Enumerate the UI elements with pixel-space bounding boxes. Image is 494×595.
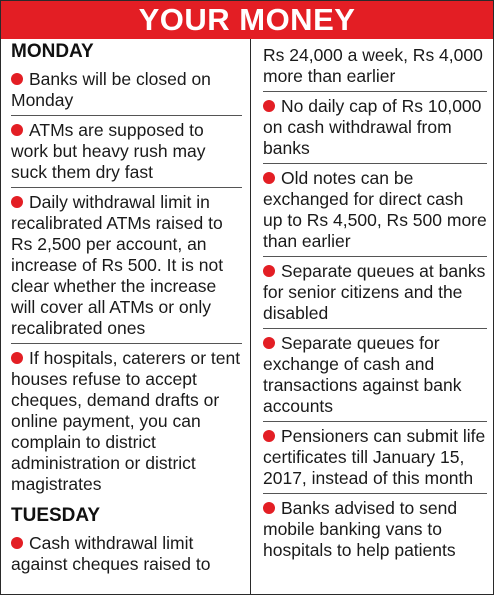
bullet-dot-icon [11, 73, 23, 85]
left-column [1, 39, 250, 594]
item-text: Banks advised to send mobile banking vans to hospitals to help patients [263, 498, 458, 560]
item-text: Rs 24,000 a week, Rs 4,000 more than earlier [263, 45, 483, 86]
item-text: Daily withdrawal limit in recalibrated ATMs raised to Rs 2,500 per account, an increase of Rs 500. It is not clear whether the increase will cover all ATMs or only recalibrated ones [11, 192, 224, 338]
bullet-dot-icon [263, 100, 275, 112]
list-item [263, 257, 487, 329]
item-text: No daily cap of Rs 10,000 on cash withdrawal from banks [263, 96, 482, 158]
item-text: If hospitals, caterers or tent houses refuse to accept cheques, demand drafts or online payment, you can complain to district administration or district magistrates [11, 348, 241, 494]
monday-heading: MONDAY [11, 41, 94, 62]
list-item [11, 65, 242, 116]
list-item [11, 188, 242, 344]
continued-item [263, 39, 487, 92]
item-text: Old notes can be exchanged for direct cash up to Rs 4,500, Rs 500 more than earlier [263, 168, 487, 251]
bullet-dot-icon [11, 537, 23, 549]
bullet-dot-icon [263, 430, 275, 442]
bullet-dot-icon [11, 352, 23, 364]
panel-title: YOUR MONEY [1, 1, 493, 39]
right-column [250, 39, 493, 594]
tuesday-heading: TUESDAY [11, 505, 101, 526]
item-text: Banks will be closed on Monday [11, 69, 211, 110]
list-item [11, 116, 242, 188]
bullet-dot-icon [263, 502, 275, 514]
list-item [11, 344, 242, 499]
item-text: Separate queues at banks for senior citizens and the disabled [263, 261, 486, 323]
list-item [263, 92, 487, 164]
list-item [263, 422, 487, 494]
bullet-dot-icon [263, 172, 275, 184]
list-item [263, 329, 487, 422]
list-item [263, 164, 487, 257]
bullet-dot-icon [263, 337, 275, 349]
list-item [11, 529, 242, 579]
item-text: ATMs are supposed to work but heavy rush may suck them dry fast [11, 120, 206, 182]
item-text: Separate queues for exchange of cash and transactions against bank accounts [263, 333, 462, 416]
item-text: Cash withdrawal limit against cheques raised to [11, 533, 211, 574]
bullet-dot-icon [11, 196, 23, 208]
item-text: Pensioners can submit life certificates till January 15, 2017, instead of this month [263, 426, 486, 488]
bullet-dot-icon [263, 265, 275, 277]
list-item [263, 494, 487, 565]
bullet-dot-icon [11, 124, 23, 136]
